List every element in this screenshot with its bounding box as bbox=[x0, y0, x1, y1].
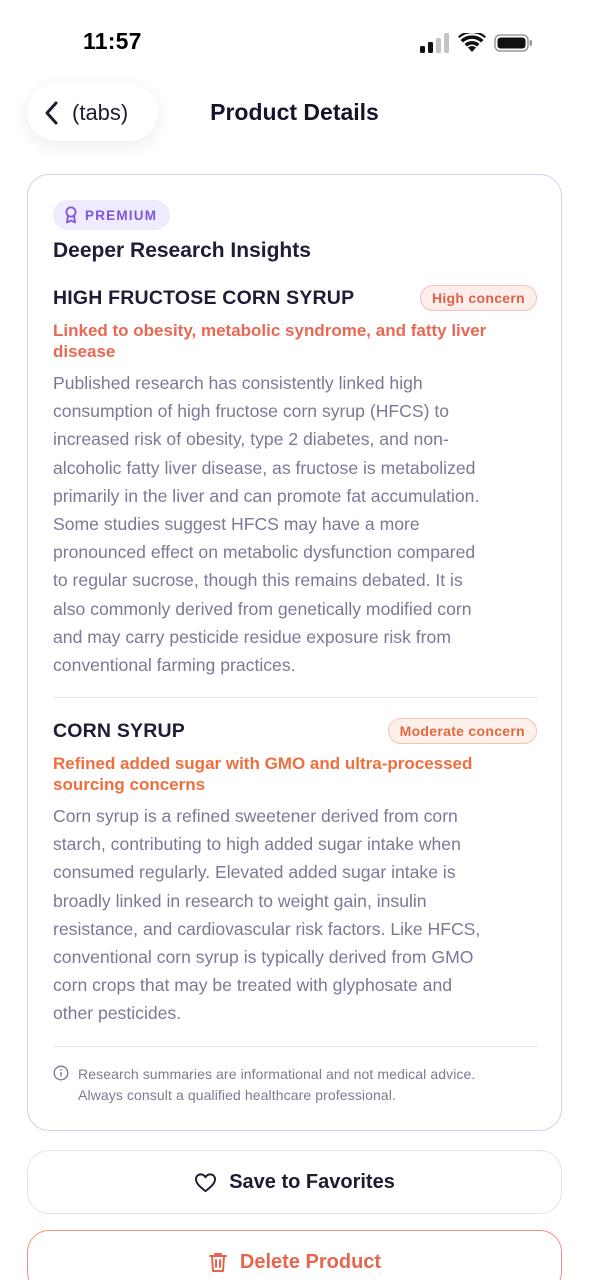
save-to-favorites-button[interactable] bbox=[27, 1150, 562, 1214]
description-line: conventional farming practices. bbox=[53, 655, 296, 676]
back-label: (tabs) bbox=[72, 99, 129, 125]
ingredient-description bbox=[53, 802, 538, 1028]
description-line: also commonly derived from genetically modified corn bbox=[53, 598, 472, 619]
cellular-signal-icon bbox=[420, 33, 450, 53]
ingredient-summary bbox=[53, 320, 528, 362]
info-icon bbox=[53, 1065, 69, 1081]
ribbon-icon bbox=[64, 206, 78, 224]
description-line: resistance, and cardiovascular risk factors. Like HFCS, bbox=[53, 918, 481, 939]
heart-icon bbox=[194, 1172, 217, 1193]
summary-line: disease bbox=[53, 342, 116, 361]
status-bar bbox=[0, 0, 589, 80]
concern-badge: Moderate concern bbox=[388, 718, 537, 744]
status-icons bbox=[420, 33, 534, 53]
item-divider bbox=[53, 697, 538, 698]
wifi-icon bbox=[458, 33, 486, 53]
medical-disclaimer bbox=[53, 1064, 538, 1106]
description-line: consumed regularly. Elevated added sugar intake is bbox=[53, 862, 456, 883]
summary-line: Refined added sugar with GMO and ultra-processed bbox=[53, 754, 473, 773]
delete-product-button[interactable] bbox=[27, 1230, 562, 1280]
description-line: broadly linked in research to weight gain, insulin bbox=[53, 890, 427, 911]
status-time: 11:57 bbox=[83, 28, 142, 54]
summary-line: sourcing concerns bbox=[53, 775, 206, 794]
ingredient-name: HIGH FRUCTOSE CORN SYRUP bbox=[53, 287, 355, 309]
description-line: starch, contributing to high added sugar intake when bbox=[53, 834, 461, 855]
description-line: to regular sucrose, though this remains debated. It is bbox=[53, 570, 463, 591]
disclaimer-line: Always consult a qualified healthcare professional. bbox=[78, 1087, 396, 1103]
description-line: Corn syrup is a refined sweetener derived from corn bbox=[53, 806, 458, 826]
description-line: corn crops that may be treated with glyphosate and bbox=[53, 975, 453, 996]
premium-badge-label: PREMIUM bbox=[85, 207, 158, 223]
trash-icon bbox=[208, 1251, 228, 1273]
description-line: Published research has consistently linked high bbox=[53, 373, 423, 393]
disclaimer-divider bbox=[53, 1046, 538, 1047]
description-line: and may carry pesticide residue exposure risk from bbox=[53, 626, 451, 647]
description-line: consumption of high fructose corn syrup (HFCS) to bbox=[53, 401, 450, 422]
disclaimer-line: Research summaries are informational and not medical advice. bbox=[78, 1066, 476, 1082]
ingredient-summary bbox=[53, 753, 528, 795]
description-line: primarily in the liver and can promote fat accumulation. bbox=[53, 485, 480, 506]
summary-line: Linked to obesity, metabolic syndrome, and fatty liver bbox=[53, 321, 487, 340]
description-line: Some studies suggest HFCS may have a more bbox=[53, 514, 420, 535]
save-button-label: Save to Favorites bbox=[229, 1170, 395, 1193]
delete-button-label: Delete Product bbox=[239, 1250, 382, 1273]
ingredient-description bbox=[53, 369, 538, 679]
section-title: Deeper Research Insights bbox=[53, 239, 311, 262]
description-line: other pesticides. bbox=[53, 1003, 182, 1024]
concern-badge: High concern bbox=[420, 285, 537, 311]
research-insights-card bbox=[27, 174, 562, 1131]
description-line: pronounced effect on metabolic dysfunction compared bbox=[53, 542, 476, 563]
battery-icon bbox=[494, 33, 534, 53]
disclaimer-text bbox=[78, 1064, 538, 1106]
page-title: Product Details bbox=[210, 99, 379, 125]
description-line: alcoholic fatty liver disease, as fructose is metabolized bbox=[53, 457, 476, 478]
premium-badge bbox=[53, 200, 170, 230]
description-line: conventional corn syrup is typically derived from GMO bbox=[53, 947, 474, 968]
ingredient-name: CORN SYRUP bbox=[53, 720, 186, 742]
description-line: increased risk of obesity, type 2 diabetes, and non- bbox=[53, 429, 449, 450]
